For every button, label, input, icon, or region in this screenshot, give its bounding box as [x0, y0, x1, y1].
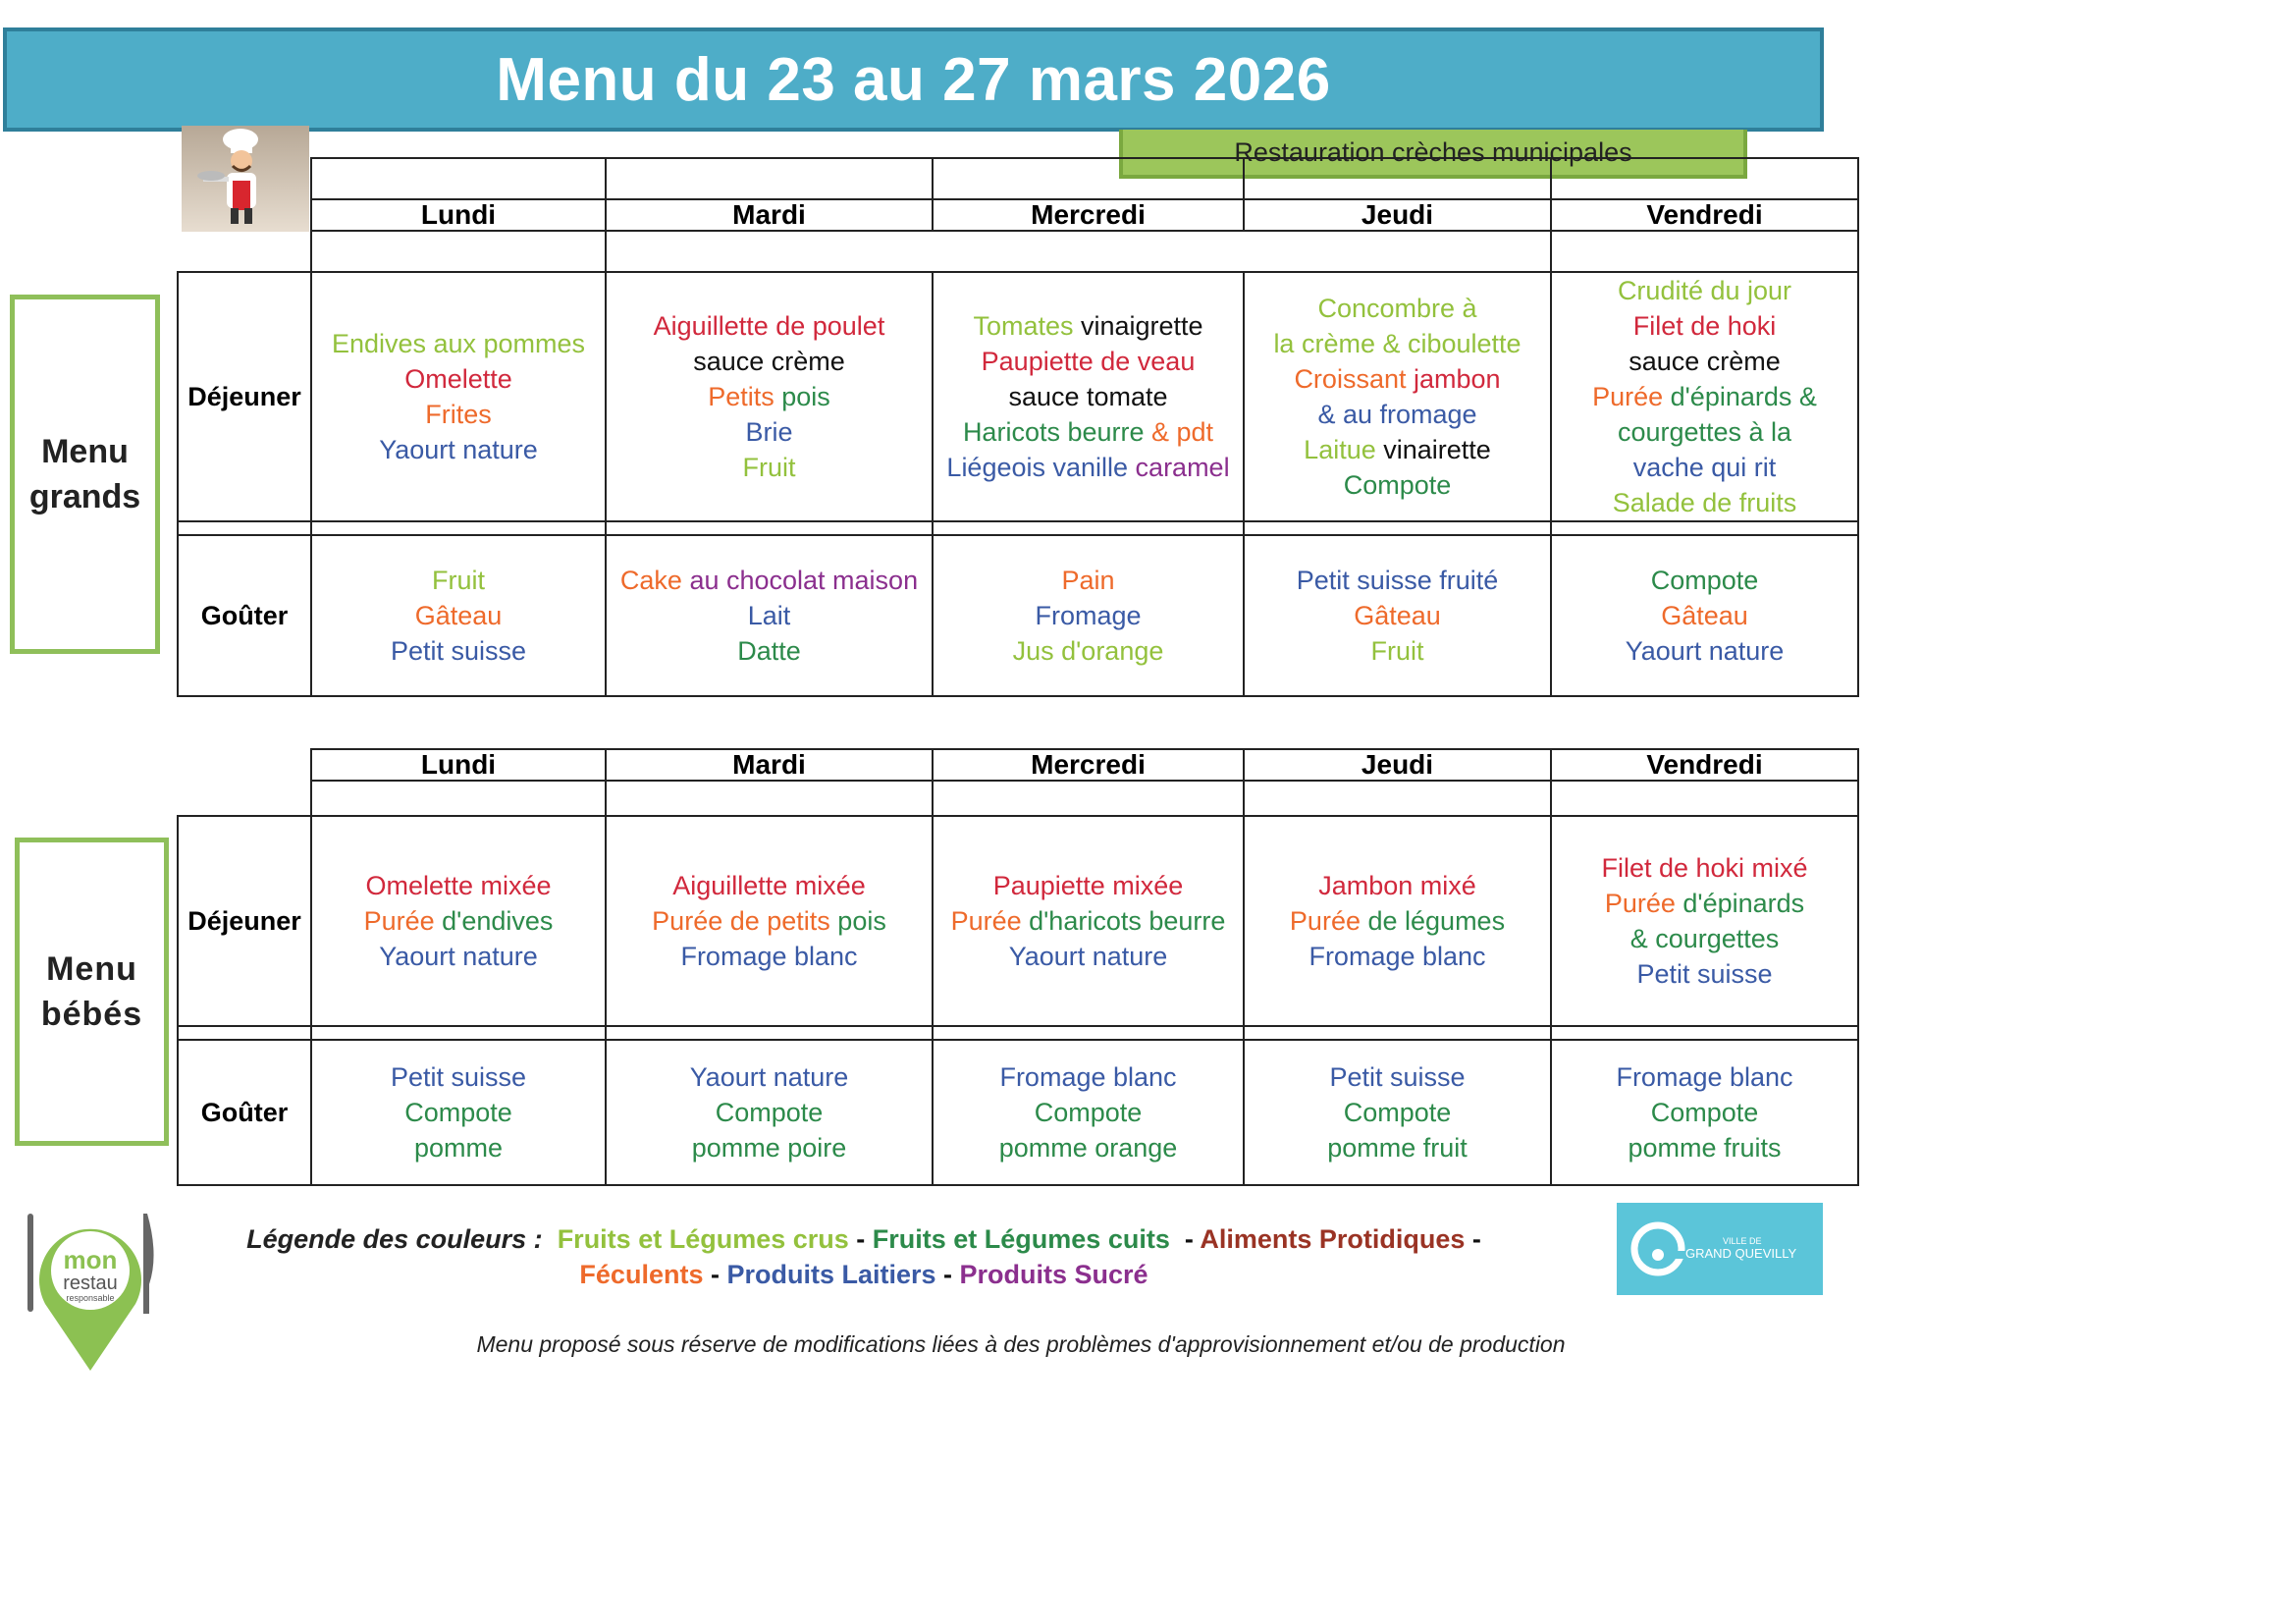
food-item: Omelette mixée — [365, 871, 552, 900]
menu-grands-label-1: Menu — [41, 433, 129, 470]
food-item: Purée — [363, 906, 443, 936]
food-item: Jus d'orange — [1012, 636, 1164, 666]
menu-line — [607, 939, 932, 974]
food-item: Fruit — [742, 453, 796, 482]
food-item: Yaourt nature — [1625, 636, 1785, 666]
menu-line — [934, 1130, 1243, 1165]
food-item: d'endives — [442, 906, 554, 936]
food-item: Petit suisse — [1636, 959, 1773, 989]
menu-line — [934, 598, 1243, 633]
bebes-gouter-label: Goûter — [178, 1040, 311, 1185]
food-item: Compote — [1343, 470, 1452, 500]
menu-line — [1552, 273, 1857, 308]
food-item: pois — [781, 382, 830, 411]
food-item: pomme orange — [998, 1133, 1178, 1163]
food-item: Fromage blanc — [680, 942, 858, 971]
title-bar — [3, 27, 1824, 132]
bebes-gouter-cell — [311, 1040, 606, 1185]
menu-line — [1552, 450, 1857, 485]
menu-line — [607, 344, 932, 379]
menu-line — [1245, 432, 1550, 467]
legend-item: Produits Sucré — [959, 1260, 1148, 1289]
food-item: & pdt — [1151, 417, 1214, 447]
bebes-day-vendredi: Vendredi — [1551, 749, 1858, 781]
food-item: Compote — [715, 1098, 824, 1127]
food-item: Yaourt nature — [689, 1062, 849, 1092]
menu-line — [1552, 344, 1857, 379]
menu-line — [312, 397, 605, 432]
logo-text-restau: restau — [63, 1272, 118, 1294]
menu-grands-label-box — [10, 295, 160, 654]
legend-item: Aliments Protidiques — [1200, 1224, 1466, 1254]
menu-line — [312, 939, 605, 974]
food-item: Compote — [1650, 1098, 1759, 1127]
grands-day-vendredi: Vendredi — [1551, 199, 1858, 231]
menu-line — [312, 868, 605, 903]
food-item: Purée — [1592, 382, 1671, 411]
menu-line — [1245, 326, 1550, 361]
food-item: Paupiette mixée — [992, 871, 1184, 900]
food-item: Crudité du jour — [1617, 276, 1792, 305]
legend-item: - — [703, 1260, 727, 1289]
bebes-day-mercredi: Mercredi — [933, 749, 1244, 781]
menu-line — [934, 563, 1243, 598]
subtitle: Restauration crèches municipales — [1234, 136, 1632, 167]
logo-text-grand-quevilly: GRAND QUEVILLY — [1685, 1246, 1797, 1261]
food-item: Fromage — [1035, 601, 1142, 630]
menu-line — [1245, 633, 1550, 669]
menu-line — [1552, 850, 1857, 886]
grands-gouter-cell — [606, 535, 933, 696]
menu-line — [934, 903, 1243, 939]
bebes-gouter-cell — [1244, 1040, 1551, 1185]
color-legend — [187, 1221, 1541, 1292]
food-item: & courgettes — [1629, 924, 1780, 953]
legend-item: - — [1169, 1224, 1201, 1254]
food-item: Liégeois vanille — [946, 453, 1136, 482]
logo-text-ville-de: VILLE DE — [1723, 1236, 1762, 1246]
food-item: Lait — [747, 601, 791, 630]
bebes-gouter-cell — [606, 1040, 933, 1185]
legend-item: Fruits et Légumes cuits — [872, 1224, 1170, 1254]
food-item: d'épinards — [1682, 889, 1805, 918]
food-item: & au fromage — [1317, 400, 1477, 429]
menu-line — [312, 1095, 605, 1130]
menu-line — [934, 450, 1243, 485]
legend-item: Produits Laitiers — [726, 1260, 936, 1289]
food-item: Purée — [1289, 906, 1368, 936]
bebes-dejeuner-cell — [1551, 816, 1858, 1026]
food-item: Tomates — [973, 311, 1081, 341]
food-item: Gâteau — [1661, 601, 1748, 630]
menu-grands-table — [177, 157, 1859, 697]
food-item: Compote — [1034, 1098, 1143, 1127]
legend-item: - — [848, 1224, 873, 1254]
menu-bebes-table — [177, 748, 1859, 1186]
bebes-dejeuner-cell — [933, 816, 1244, 1026]
menu-line — [1245, 467, 1550, 503]
bebes-day-jeudi: Jeudi — [1244, 749, 1551, 781]
legend-item: - — [935, 1260, 960, 1289]
food-item: Compote — [1343, 1098, 1452, 1127]
grands-dejeuner-cell — [1551, 272, 1858, 521]
menu-line — [1245, 563, 1550, 598]
food-item: d'haricots beurre — [1029, 906, 1226, 936]
menu-line — [934, 308, 1243, 344]
food-item: Petit suisse — [390, 636, 527, 666]
menu-line — [1552, 485, 1857, 520]
food-item: Compote — [1650, 566, 1759, 595]
menu-line — [934, 344, 1243, 379]
food-item: Purée de petits — [652, 906, 838, 936]
grand-quevilly-logo — [1617, 1203, 1823, 1295]
food-item: Haricots beurre — [962, 417, 1152, 447]
legend-item: Fruits et Légumes crus — [550, 1224, 849, 1254]
food-item: Concombre à — [1317, 294, 1477, 323]
food-item: la crème & ciboulette — [1273, 329, 1522, 358]
menu-line — [607, 633, 932, 669]
food-item: jambon — [1413, 364, 1501, 394]
food-item: Gâteau — [414, 601, 503, 630]
food-item: Yaourt nature — [379, 435, 538, 464]
food-item: Compote — [404, 1098, 512, 1127]
food-item: Croissant — [1294, 364, 1414, 394]
grands-gouter-cell — [1551, 535, 1858, 696]
food-item: Omelette — [404, 364, 512, 394]
logo-text-mon: mon — [63, 1245, 118, 1274]
food-item: Yaourt nature — [1008, 942, 1168, 971]
menu-line — [1552, 921, 1857, 956]
bebes-gouter-cell — [1551, 1040, 1858, 1185]
bebes-dejeuner-label: Déjeuner — [178, 816, 311, 1026]
legend-lead: Légende des couleurs : — [246, 1224, 543, 1254]
menu-bebes-label-1: Menu — [46, 950, 137, 988]
menu-line — [1552, 1059, 1857, 1095]
bebes-dejeuner-cell — [311, 816, 606, 1026]
menu-line — [312, 598, 605, 633]
menu-line — [1245, 939, 1550, 974]
menu-line — [1245, 1059, 1550, 1095]
menu-line — [607, 450, 932, 485]
food-item: Pain — [1061, 566, 1115, 595]
grands-dejeuner-cell — [606, 272, 933, 521]
menu-line — [607, 1059, 932, 1095]
menu-line — [934, 633, 1243, 669]
menu-line — [1245, 868, 1550, 903]
food-item: vinairette — [1383, 435, 1491, 464]
grands-gouter-cell — [1244, 535, 1551, 696]
grands-dejeuner-cell — [311, 272, 606, 521]
food-item: pomme fruits — [1628, 1133, 1782, 1163]
grands-gouter-cell — [311, 535, 606, 696]
food-item: Petit suisse fruité — [1296, 566, 1499, 595]
food-item: sauce crème — [1629, 347, 1781, 376]
food-item: Laitue — [1304, 435, 1384, 464]
food-item: sauce crème — [693, 347, 845, 376]
food-item: Fromage blanc — [1308, 942, 1486, 971]
menu-line — [934, 1095, 1243, 1130]
food-item: au chocolat maison — [689, 566, 919, 595]
food-item: Salade de fruits — [1612, 488, 1797, 517]
food-item: Aiguillette de poulet — [653, 311, 885, 341]
bebes-gouter-cell — [933, 1040, 1244, 1185]
menu-line — [607, 1095, 932, 1130]
mon-restau-logo — [22, 1206, 159, 1373]
grands-day-mardi: Mardi — [606, 199, 933, 231]
menu-line — [1552, 633, 1857, 669]
bebes-dejeuner-cell — [1244, 816, 1551, 1026]
menu-line — [1552, 1130, 1857, 1165]
menu-line — [934, 1059, 1243, 1095]
food-item: pomme fruit — [1327, 1133, 1468, 1163]
grands-day-jeudi: Jeudi — [1244, 199, 1551, 231]
food-item: Filet de hoki — [1632, 311, 1777, 341]
food-item: Paupiette de veau — [981, 347, 1196, 376]
menu-line — [1552, 598, 1857, 633]
menu-line — [1245, 1130, 1550, 1165]
menu-line — [312, 633, 605, 669]
food-item: pomme poire — [691, 1133, 847, 1163]
bebes-day-lundi: Lundi — [311, 749, 606, 781]
grands-day-lundi: Lundi — [311, 199, 606, 231]
food-item: Aiguillette mixée — [672, 871, 866, 900]
menu-line — [312, 326, 605, 361]
menu-bebes-label-2: bébés — [40, 996, 143, 1033]
menu-line — [607, 308, 932, 344]
legend-item: - — [1465, 1224, 1481, 1254]
logo-text-responsable: responsable — [66, 1293, 115, 1303]
food-item: Frites — [425, 400, 492, 429]
menu-line — [1552, 563, 1857, 598]
menu-line — [1245, 598, 1550, 633]
menu-line — [934, 379, 1243, 414]
food-item: Endives aux pommes — [331, 329, 586, 358]
menu-line — [607, 868, 932, 903]
food-item: courgettes à la — [1617, 417, 1792, 447]
food-item: Fruit — [432, 566, 485, 595]
page-title: Menu du 23 au 27 mars 2026 — [496, 45, 1331, 114]
menu-line — [312, 563, 605, 598]
food-item: Datte — [737, 636, 801, 666]
food-item: Fromage blanc — [1616, 1062, 1793, 1092]
food-item: Yaourt nature — [379, 942, 538, 971]
menu-line — [312, 903, 605, 939]
menu-line — [1245, 291, 1550, 326]
menu-line — [607, 379, 932, 414]
menu-line — [607, 1130, 932, 1165]
food-item: de légumes — [1367, 906, 1506, 936]
menu-line — [1245, 361, 1550, 397]
menu-line — [312, 1059, 605, 1095]
menu-line — [1552, 956, 1857, 992]
menu-line — [1552, 414, 1857, 450]
menu-line — [934, 414, 1243, 450]
food-item: Gâteau — [1354, 601, 1441, 630]
food-item: Cake — [619, 566, 690, 595]
food-item: Brie — [745, 417, 793, 447]
menu-line — [934, 868, 1243, 903]
food-item: vache qui rit — [1632, 453, 1777, 482]
food-item: vinaigrette — [1080, 311, 1203, 341]
food-item: Jambon mixé — [1318, 871, 1476, 900]
food-item: Fruit — [1370, 636, 1424, 666]
menu-line — [1552, 379, 1857, 414]
menu-line — [1552, 308, 1857, 344]
menu-line — [934, 939, 1243, 974]
menu-line — [312, 432, 605, 467]
food-item: Petit suisse — [390, 1062, 527, 1092]
menu-bebes-label-box — [15, 838, 169, 1146]
menu-line — [312, 361, 605, 397]
food-item: pois — [837, 906, 886, 936]
legend-item: Féculents — [579, 1260, 704, 1289]
menu-line — [607, 563, 932, 598]
bebes-day-mardi: Mardi — [606, 749, 933, 781]
food-item: caramel — [1135, 453, 1230, 482]
food-item: Purée — [1604, 889, 1683, 918]
menu-line — [1245, 903, 1550, 939]
menu-line — [607, 414, 932, 450]
grands-gouter-cell — [933, 535, 1244, 696]
menu-line — [1552, 886, 1857, 921]
food-item: d'épinards & — [1670, 382, 1817, 411]
food-item: Fromage blanc — [999, 1062, 1177, 1092]
menu-line — [312, 1130, 605, 1165]
menu-line — [1552, 1095, 1857, 1130]
legend-items — [550, 1224, 1481, 1289]
grands-dejeuner-cell — [933, 272, 1244, 521]
grands-dejeuner-cell — [1244, 272, 1551, 521]
menu-line — [1245, 397, 1550, 432]
grands-day-mercredi: Mercredi — [933, 199, 1244, 231]
disclaimer-note: Menu proposé sous réserve de modifications liées à des problèmes d'approvisionnement et/ou de production — [476, 1331, 1566, 1357]
food-item: sauce tomate — [1008, 382, 1168, 411]
food-item: pomme — [413, 1133, 504, 1163]
menu-line — [607, 903, 932, 939]
bebes-dejeuner-cell — [606, 816, 933, 1026]
food-item: Petits — [708, 382, 782, 411]
menu-line — [1245, 1095, 1550, 1130]
menu-line — [607, 598, 932, 633]
food-item: Purée — [950, 906, 1030, 936]
food-item: Filet de hoki mixé — [1601, 853, 1808, 883]
menu-grands-label-2: grands — [28, 478, 141, 515]
food-item: Petit suisse — [1329, 1062, 1466, 1092]
grands-gouter-label: Goûter — [178, 535, 311, 696]
grands-dejeuner-label: Déjeuner — [178, 272, 311, 521]
